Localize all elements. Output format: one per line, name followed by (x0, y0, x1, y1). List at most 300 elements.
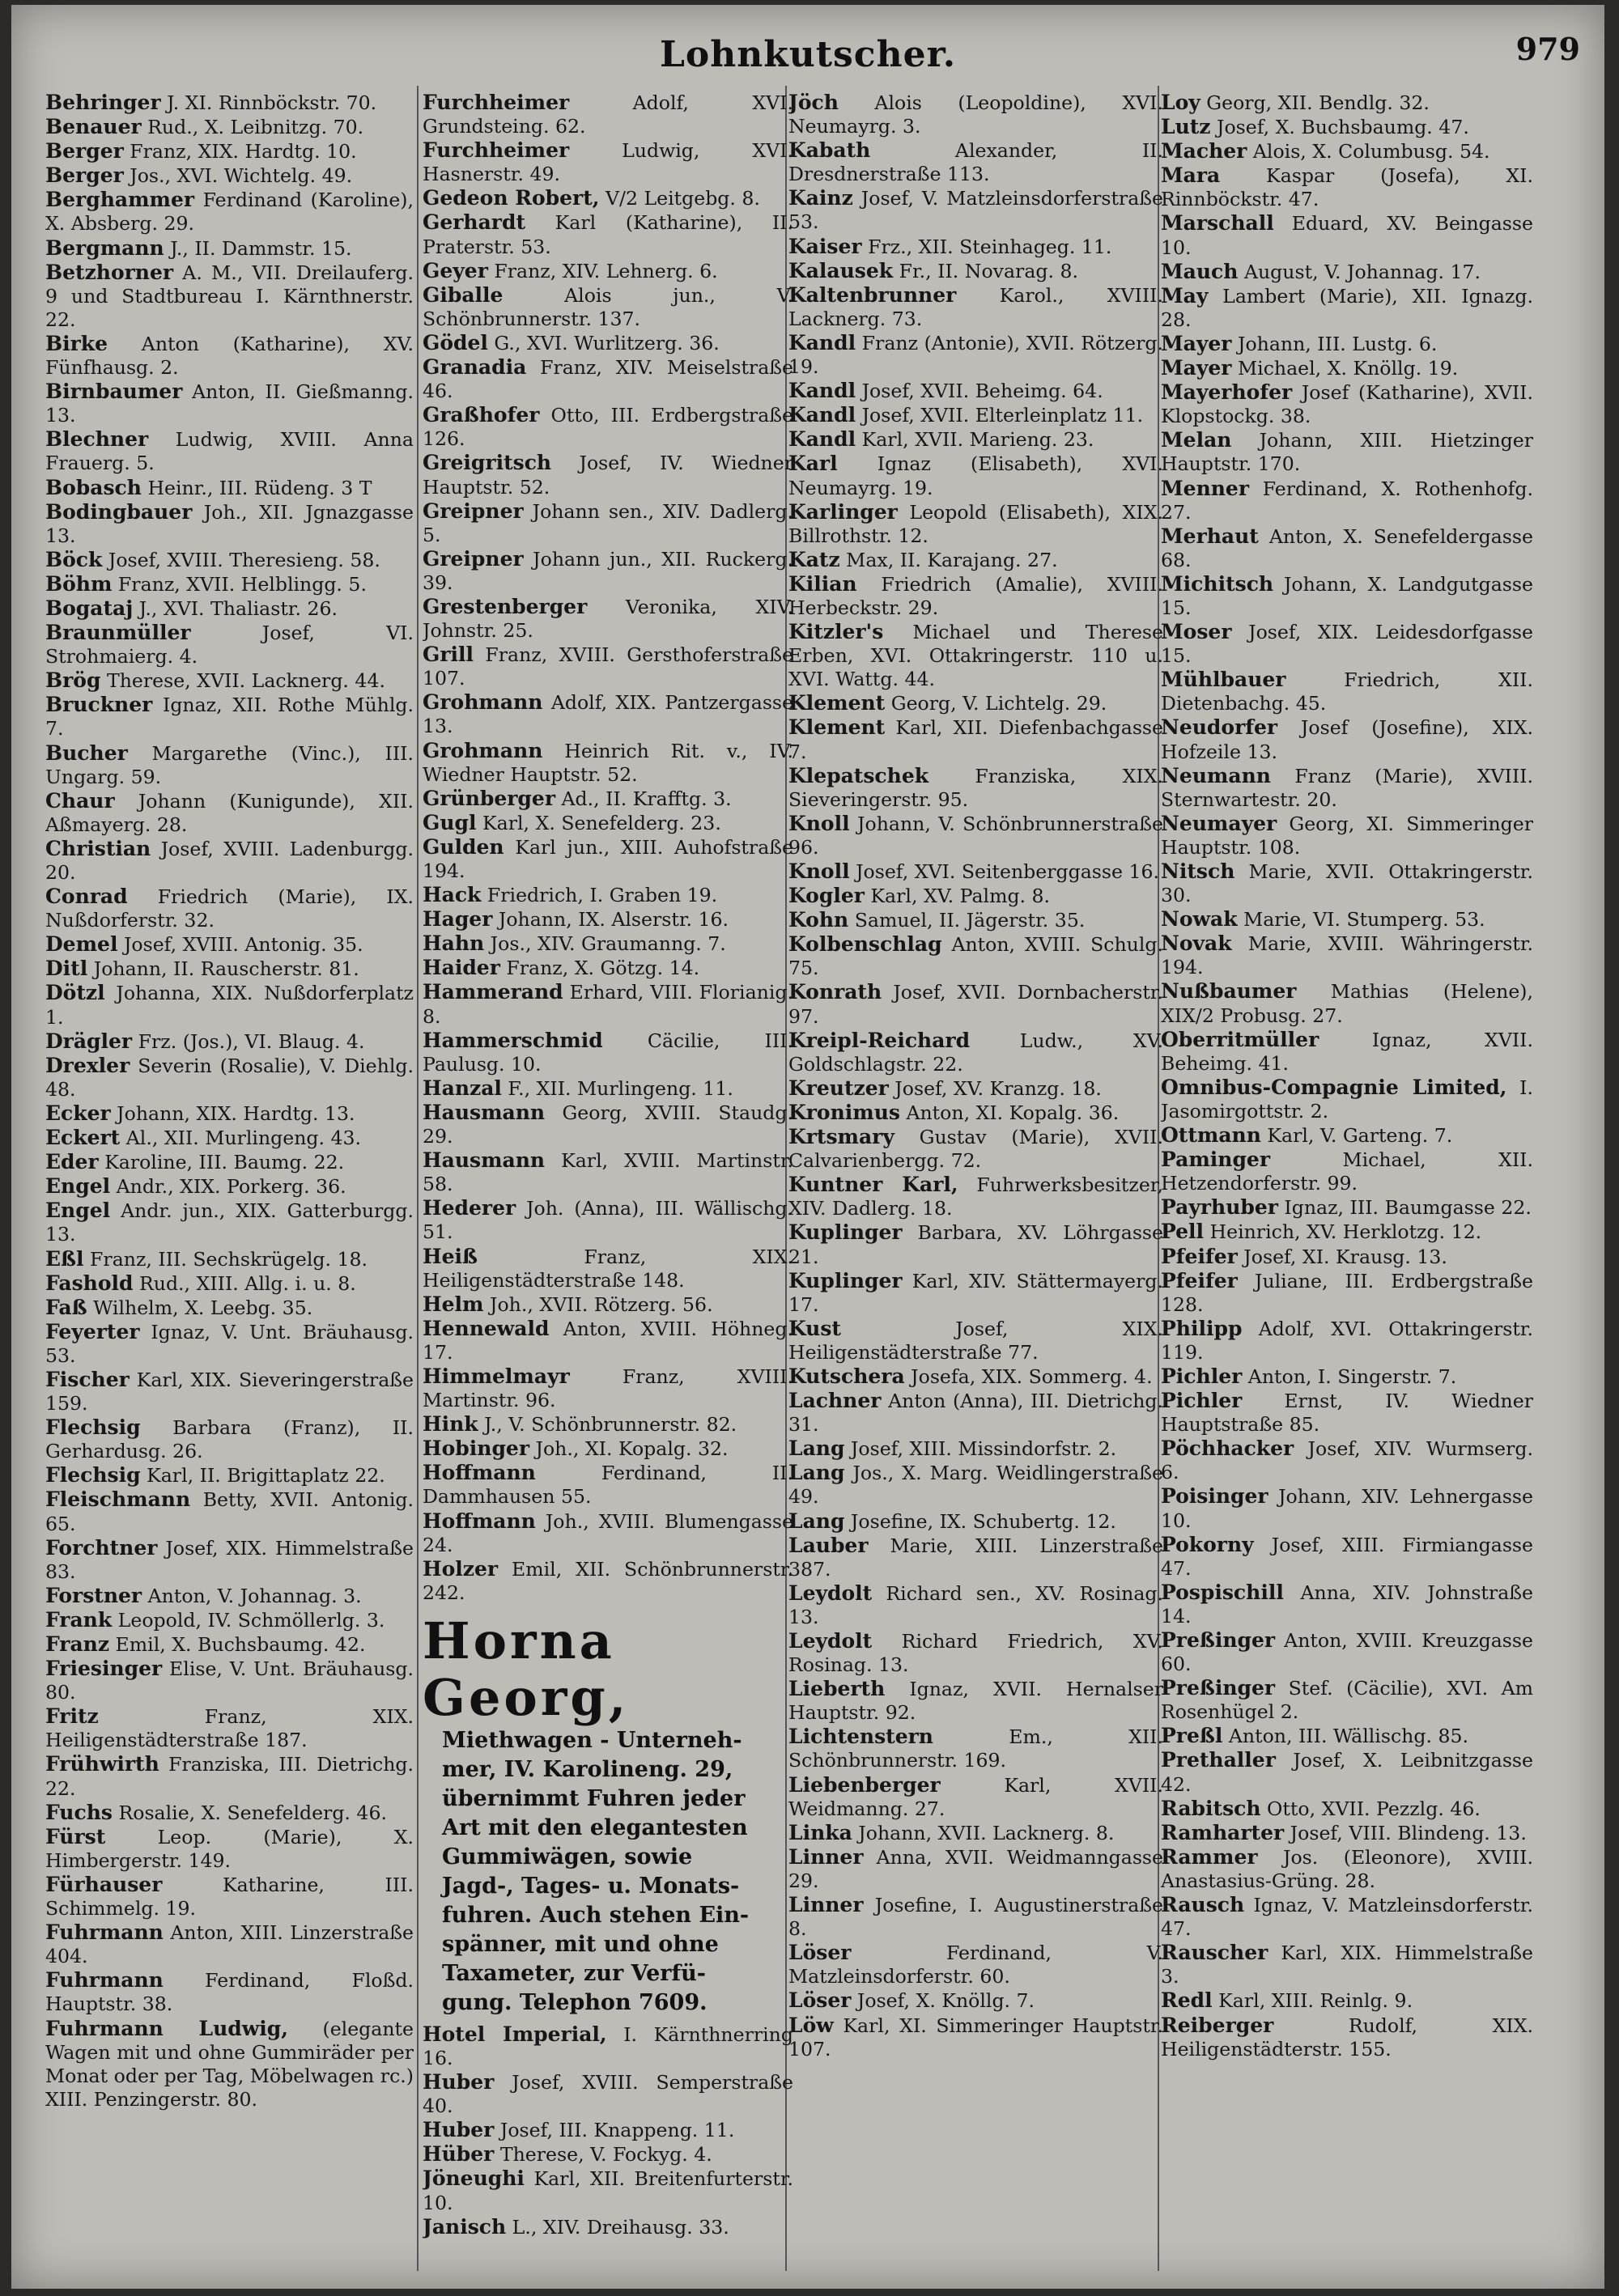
directory-entry (1161, 1533, 1533, 1581)
directory-entry (788, 259, 1163, 283)
directory-entry (45, 1704, 414, 1752)
entry-address: Joh., XI. Kopalg. 32. (529, 1437, 729, 1461)
entry-name: Pokorny (1161, 1532, 1254, 1556)
entry-name: Mayerhofer (1161, 380, 1293, 405)
entry-address: Margarethe (Vinc.), III. Ungarg. 59. (45, 741, 414, 788)
entry-address: Franz (Marie), XVIII. Sternwartestr. 20. (1161, 764, 1533, 811)
entry-address: Johann jun., XII. Ruckerg. 39. (423, 547, 793, 594)
entry-address: Karl, XII. Breitenfurterstr. 10. (423, 2167, 793, 2214)
entry-name: Hink (423, 1412, 478, 1437)
entry-name: Liebenberger (788, 1772, 941, 1797)
entry-address: Josef, VI. Strohmaierg. 4. (45, 622, 414, 668)
entry-address: Ignaz, III. Baumgasse 22. (1277, 1196, 1532, 1220)
entry-name: Berger (45, 139, 124, 163)
entry-name: Mayer (1161, 356, 1232, 380)
entry-name: Nitsch (1161, 859, 1235, 883)
entry-address: Karoline, III. Baumg. 22. (98, 1151, 345, 1174)
directory-entry (45, 885, 414, 932)
directory-entry (45, 500, 414, 548)
directory-entry (788, 1509, 1163, 1534)
entry-address: Anton, I. Singerstr. 7. (1242, 1364, 1457, 1388)
directory-entry (45, 1029, 414, 1054)
entry-name: Kandl (788, 330, 856, 354)
directory-entry (45, 1608, 414, 1632)
entry-address: Franziska, III. Dietrichg. 22. (45, 1753, 414, 1800)
entry-name: Loy (1161, 91, 1200, 114)
entry-name: Marschall (1161, 211, 1274, 236)
entry-name: Oberritmüller (1161, 1027, 1319, 1051)
running-title: Lohnkutscher. (659, 34, 957, 75)
entry-address: Karl, XI. Simmeringer Hauptstr. 107. (788, 2014, 1163, 2060)
entry-address: Ludwig, XVIII. Anna Frauerg. 5. (45, 428, 414, 475)
directory-entry (423, 835, 793, 883)
directory-entry (423, 1245, 793, 1292)
directory-entry (1161, 1269, 1533, 1317)
directory-entry (788, 331, 1163, 379)
directory-entry (1161, 91, 1533, 115)
directory-entry (788, 1269, 1163, 1317)
directory-entry (423, 283, 793, 331)
directory-entry (423, 932, 793, 956)
directory-entry (1161, 1076, 1533, 1123)
directory-entry (1161, 764, 1533, 812)
directory-entry (788, 186, 1163, 234)
directory-entry (1161, 115, 1533, 139)
entry-name: Kolbenschlag (788, 932, 942, 957)
directory-entry (423, 595, 793, 643)
entry-name: Lang (788, 1437, 845, 1461)
entry-address: Lambert (Marie), XII. Ignazg. 28. (1161, 284, 1533, 331)
column-2 (423, 91, 793, 2276)
entry-name: Klement (788, 715, 886, 740)
entry-name: Gerhardt (423, 210, 526, 235)
entry-address: Katharine, III. Schimmelg. 19. (45, 1873, 414, 1920)
entry-name: Gulden (423, 834, 504, 859)
directory-entry (45, 1825, 414, 1873)
ad-line: Miethwagen - Unterneh- (442, 1727, 742, 1753)
directory-entry (45, 1801, 414, 1825)
entry-name: Paminger (1161, 1148, 1271, 1172)
entry-address: Josef, XIX. Heiligenstädterstraße 77. (788, 1317, 1163, 1364)
directory-entry (788, 715, 1163, 763)
entry-name: Forstner (45, 1583, 142, 1607)
entry-name: Fuhrmann (45, 1968, 164, 1993)
entry-address: Joh., XVIII. Blumengasse 24. (423, 1509, 793, 1556)
entry-name: Pfeifer (1161, 1268, 1238, 1292)
directory-entry (423, 1437, 793, 1461)
entry-name: Knoll (788, 859, 850, 883)
entry-address: Josef, X. Buchsbaumg. 47. (1210, 116, 1469, 139)
entry-address: Franz, XIV. Lehnerg. 6. (487, 259, 718, 282)
entry-address: Friedrich, XII. Dietenbachg. 45. (1161, 668, 1533, 715)
entry-name: Neumayer (1161, 811, 1277, 835)
entry-address: Anton, III. Wällischg. 85. (1222, 1725, 1468, 1748)
entry-address: Therese, V. Fockyg. 4. (494, 2143, 712, 2167)
directory-entry (1161, 1389, 1533, 1437)
directory-entry (45, 1873, 414, 1920)
entry-address: Joh. (Anna), III. Wällischg. 51. (423, 1197, 793, 1244)
entry-address: Anton, XI. Kopalg. 36. (899, 1101, 1120, 1124)
entry-name: Preßl (1161, 1724, 1223, 1748)
entry-address: Anton, II. Gießmanng. 13. (45, 380, 414, 427)
directory-entry (1161, 524, 1533, 572)
directory-entry (1161, 812, 1533, 859)
entry-address: Wilhelm, X. Leebg. 35. (87, 1296, 313, 1319)
entry-name: Kuntner Karl, (788, 1173, 958, 1197)
directory-entry (423, 1412, 793, 1437)
entry-name: Kandl (788, 403, 856, 427)
entry-name: Mara (1161, 163, 1221, 188)
entry-name: Melan (1161, 428, 1232, 452)
entry-address: Emil, X. Buchsbaumg. 42. (109, 1633, 366, 1656)
entry-address: V/2 Leitgebg. 8. (599, 187, 760, 210)
entry-address: Marie, XVII. Ottakringerstr. 30. (1161, 860, 1533, 907)
entry-address: Leopold (Elisabeth), XIX. Billrothstr. 12. (788, 500, 1163, 547)
directory-entry (1161, 1941, 1533, 1988)
entry-name: Himmelmayr (423, 1364, 570, 1388)
entry-name: Hager (423, 907, 493, 932)
directory-entry (45, 1368, 414, 1415)
directory-entry (788, 884, 1163, 908)
directory-entry (1161, 1364, 1533, 1389)
directory-entry (45, 837, 414, 885)
entry-name: Behringer (45, 91, 161, 114)
entry-name: Brög (45, 668, 101, 693)
ad-title: Horna Georg, (423, 1611, 630, 1727)
directory-entry (788, 908, 1163, 932)
entry-name: Greigritsch (423, 451, 552, 475)
directory-entry (45, 91, 414, 115)
directory-entry (1161, 332, 1533, 356)
entry-name: Rammer (1161, 1844, 1258, 1869)
entry-name: Benauer (45, 115, 142, 139)
entry-name: Frühwirth (45, 1752, 159, 1776)
entry-address: Jos., XVI. Wichtelg. 49. (123, 164, 353, 188)
ad-line: fuhren. Auch stehen Ein- (442, 1902, 750, 1928)
entry-address: Fr., II. Novarag. 8. (893, 259, 1079, 282)
directory-entry (1161, 715, 1533, 763)
entry-address: Adolf, XVI. Ottakringerstr. 119. (1161, 1317, 1533, 1364)
entry-name: Kalausek (788, 258, 894, 282)
directory-entry (788, 138, 1163, 186)
entry-address: Josef, XI. Krausg. 13. (1237, 1245, 1447, 1268)
entry-name: Furchheimer (423, 138, 570, 163)
entry-name: Faß (45, 1295, 87, 1319)
entry-name: Bodingbauer (45, 499, 193, 524)
directory-entry (45, 596, 414, 621)
entry-address: Michael, X. Knöllg. 19. (1231, 357, 1459, 380)
directory-entry (1161, 1220, 1533, 1244)
directory-entry (1161, 979, 1533, 1027)
entry-name: Mayer (1161, 331, 1232, 355)
entry-address: Anton, XVIII. Höhneg. 17. (423, 1317, 793, 1364)
directory-entry (788, 1389, 1163, 1437)
entry-name: Holzer (423, 1556, 499, 1581)
directory-entry (1161, 356, 1533, 380)
directory-entry (788, 1725, 1163, 1772)
directory-entry (1161, 1845, 1533, 1893)
ad-line: Art mit den elegantesten (442, 1814, 748, 1840)
column-4 (1161, 91, 1533, 2276)
entry-address: Ferdinand, V. Matzleinsdorferstr. 60. (788, 1942, 1163, 1988)
entry-name: Lieberth (788, 1677, 886, 1701)
entry-address: Eduard, XV. Beingasse 10. (1161, 212, 1533, 259)
directory-entry (788, 379, 1163, 403)
entry-name: Hüber (423, 2142, 495, 2167)
directory-entry (788, 1461, 1163, 1509)
directory-entry (45, 1247, 414, 1271)
entry-address: Ignaz (Elisabeth), XVI. Neumayrg. 19. (788, 452, 1163, 499)
entry-name: Konrath (788, 980, 882, 1004)
entry-name: Kabath (788, 138, 871, 163)
directory-entry (423, 210, 793, 258)
directory-entry (1161, 1748, 1533, 1796)
entry-name: Nowak (1161, 907, 1238, 932)
directory-entry (423, 499, 793, 547)
entry-name: Kuplinger (788, 1268, 903, 1292)
entry-address: Ad., II. Krafftg. 3. (555, 787, 732, 810)
entry-address: Johann, XIII. Hietzinger Hauptstr. 170. (1161, 429, 1533, 476)
directory-entry (423, 1317, 793, 1364)
entry-address: Heinr., III. Rüdeng. 3 T (141, 476, 372, 499)
entry-name: Mauch (1161, 259, 1239, 283)
directory-entry (423, 956, 793, 980)
entry-name: Ottmann (1161, 1123, 1261, 1148)
entry-name: Ramharter (1161, 1820, 1285, 1844)
entry-name: Hammerschmid (423, 1028, 603, 1052)
entry-name: Kogler (788, 884, 865, 908)
directory-entry (423, 690, 793, 738)
entry-name: Hoffmann (423, 1509, 536, 1533)
directory-entry (423, 91, 793, 138)
entry-name: Gödel (423, 330, 488, 354)
entry-name: Huber (423, 2070, 495, 2094)
directory-entry (45, 932, 414, 957)
entry-name: Omnibus-Compagnie Limited, (1161, 1075, 1507, 1099)
entry-name: Berghammer (45, 188, 195, 212)
entry-address: Richard sen., XV. Rosinag. 13. (788, 1581, 1163, 1628)
entry-address: Al., XII. Murlingeng. 43. (120, 1127, 362, 1150)
entry-address: Ludw., XV. Goldschlagstr. 22. (788, 1029, 1163, 1076)
entry-name: Payrhuber (1161, 1195, 1278, 1220)
entry-address: Rudolf, XIX. Heiligenstädterstr. 155. (1161, 2014, 1533, 2060)
entry-address: Jos., XIV. Graumanng. 7. (484, 932, 726, 956)
entry-address: Joh., XVII. Rötzerg. 56. (483, 1292, 713, 1316)
directory-entry (1161, 284, 1533, 332)
entry-address: Karl, XIII. Reinlg. 9. (1212, 1989, 1413, 2013)
directory-entry (1161, 211, 1533, 259)
entry-name: Löw (788, 2013, 834, 2037)
directory-entry (1161, 1988, 1533, 2013)
entry-address: Josef, XIX. Leidesdorfgasse 15. (1161, 621, 1533, 668)
directory-entry (1161, 572, 1533, 620)
entry-address: Ludwig, XVI. Hasnerstr. 49. (423, 139, 793, 186)
directory-entry (45, 163, 414, 188)
ad-line: mer, IV. Karolineng. 29, (442, 1756, 733, 1782)
entry-name: Kandl (788, 427, 856, 452)
entry-address: Jos., X. Marg. Weidlingerstraße 49. (788, 1462, 1163, 1509)
entry-name: Klepatschek (788, 763, 929, 787)
entry-address: Friedrich (Marie), IX. Nußdorferstr. 32. (45, 885, 414, 932)
entry-name: Drägler (45, 1029, 133, 1053)
entry-name: Hausmann (423, 1100, 546, 1124)
entry-name: Preßinger (1161, 1676, 1276, 1700)
directory-entry (1161, 477, 1533, 524)
entry-address: Frz., XII. Steinhageg. 11. (861, 235, 1112, 258)
entry-address: Marie, VI. Stumperg. 53. (1237, 908, 1485, 932)
entry-address: Therese, XVII. Lacknerg. 44. (100, 669, 385, 693)
directory-entry (45, 548, 414, 572)
directory-entry (788, 403, 1163, 427)
directory-entry (788, 1437, 1163, 1461)
entry-address: Joh., XII. Jgnazgasse 13. (45, 500, 414, 547)
entry-name: Pichler (1161, 1364, 1243, 1388)
directory-entry (1161, 163, 1533, 211)
entry-address: August, V. Johannag. 17. (1238, 260, 1481, 283)
directory-entry (45, 1150, 414, 1174)
entry-name: Pichler (1161, 1389, 1243, 1413)
entry-name: Lang (788, 1509, 845, 1533)
entry-name: Ecker (45, 1101, 111, 1125)
entry-address: Heinrich Rit. v., IV. Wiedner Hauptstr. 52. (423, 739, 793, 786)
entry-name: Lutz (1161, 115, 1211, 139)
directory-entry (423, 907, 793, 932)
entry-address: Juliane, III. Erdbergstraße 128. (1161, 1269, 1533, 1316)
directory-entry (45, 1536, 414, 1584)
entry-address: Josef (Katharine), XVII. Klopstockg. 38. (1161, 381, 1533, 428)
directory-entry (423, 739, 793, 787)
entry-name: Berger (45, 163, 124, 188)
directory-entry (45, 1968, 414, 2016)
directory-entry (45, 1657, 414, 1704)
entry-address: Samuel, II. Jägerstr. 35. (848, 909, 1086, 932)
directory-entry (1161, 1148, 1533, 1195)
entry-name: Katz (788, 547, 840, 571)
entry-address: Jos. (Eleonore), XVIII. Anastasius-Grüng. 28. (1161, 1845, 1533, 1892)
entry-address: L., XIV. Dreihausg. 33. (506, 2215, 729, 2239)
directory-entry (45, 957, 414, 981)
directory-entry (788, 235, 1163, 259)
entry-name: Birnbaumer (45, 380, 183, 404)
entry-address: Anton, XIII. Linzerstraße 404. (45, 1921, 414, 1968)
entry-address: Johann, XIV. Lehnergasse 10. (1161, 1485, 1533, 1532)
entry-name: Redl (1161, 1988, 1213, 2013)
entry-name: Hoffmann (423, 1461, 536, 1485)
entry-name: Bergmann (45, 236, 164, 260)
entry-name: Grünberger (423, 786, 555, 810)
entry-name: Lauber (788, 1533, 869, 1557)
entry-name: Rauscher (1161, 1941, 1268, 1965)
entry-name: Flechsig (45, 1415, 141, 1440)
directory-entry (1161, 1028, 1533, 1076)
directory-entry (423, 1101, 793, 1148)
entry-name: Bogataj (45, 596, 134, 620)
directory-entry (788, 2014, 1163, 2061)
directory-entry (1161, 260, 1533, 284)
directory-entry (423, 1461, 793, 1509)
entry-address: Max, II. Karajang. 27. (839, 548, 1058, 571)
directory-entry (423, 186, 793, 210)
entry-name: Prethaller (1161, 1748, 1276, 1772)
entry-address: G., XVI. Wurlitzerg. 36. (487, 331, 720, 354)
entry-address: Josef, XV. Kranzg. 18. (888, 1076, 1102, 1100)
column-2-entries (423, 91, 793, 1605)
entry-address: Johann, XVII. Lacknerg. 8. (852, 1821, 1115, 1844)
entry-address: Johann (Kunigunde), XII. Aßmayerg. 28. (45, 789, 414, 836)
entry-address: Ignaz, XVII. Beheimg. 41. (1161, 1028, 1533, 1075)
entry-address: Josef, XVIII. Antonig. 35. (117, 933, 363, 957)
entry-address: Georg, XII. Bendlg. 32. (1200, 91, 1430, 114)
entry-name: Drexler (45, 1053, 130, 1077)
entry-address: Veronika, XIV. Johnstr. 25. (423, 595, 793, 643)
entry-name: Braunmüller (45, 621, 191, 645)
page-header (11, 5, 1604, 75)
entry-name: Kronimus (788, 1100, 900, 1124)
directory-entry (788, 1029, 1163, 1076)
entry-name: Kaltenbrunner (788, 282, 957, 307)
entry-address: Georg, XVIII. Staudg. 29. (423, 1101, 793, 1148)
entry-name: Böhm (45, 571, 113, 596)
entry-name: Kainz (788, 186, 853, 210)
entry-address: Ignaz, XVII. Hernalser Hauptstr. 92. (788, 1678, 1163, 1725)
entry-address: Ferdinand, II. Dammhausen 55. (423, 1462, 793, 1509)
entry-address: Heinrich, XV. Herklotzg. 12. (1204, 1220, 1482, 1244)
directory-entry (788, 91, 1163, 138)
entry-address: Ignaz, V. Unt. Bräuhausg. 53. (45, 1320, 414, 1367)
entry-name: Bucher (45, 741, 128, 765)
entry-name: Kohn (788, 908, 849, 932)
directory-entry (45, 115, 414, 139)
entry-name: Blechner (45, 427, 149, 452)
directory-entry (788, 620, 1163, 691)
directory-entry (1161, 139, 1533, 163)
directory-entry (1161, 380, 1533, 428)
directory-page (11, 5, 1604, 2289)
entry-name: Krtsmary (788, 1125, 894, 1149)
entry-address: Leopold, IV. Schmöllerlg. 3. (112, 1608, 385, 1632)
directory-entry (423, 787, 793, 811)
entry-address: Franz, X. Götzg. 14. (499, 957, 700, 980)
directory-entry (423, 1557, 793, 1605)
entry-address: Karl, XVII. Marieng. 23. (856, 428, 1094, 452)
entry-address: (elegante Wagen mit und ohne Gummiräder per Monat oder per Tag, Möbelwagen rc.) XIII. Penzingerstr. 80. (45, 2017, 414, 2111)
entry-address: Karl jun., XIII. Auhofstraße 194. (423, 835, 793, 882)
entry-address: Karl, XIX. Himmelstraße 3. (1161, 1942, 1533, 1988)
directory-entry (45, 1296, 414, 1320)
entry-name: Karlinger (788, 499, 898, 524)
directory-entry (1161, 1893, 1533, 1941)
entry-address: Richard Friedrich, XV. Rosinag. 13. (788, 1630, 1163, 1677)
entry-address: Franz, XVIII. Gersthoferstraße 107. (423, 643, 793, 690)
entry-name: Demel (45, 932, 118, 957)
directory-entry (1161, 907, 1533, 932)
entry-address: Anton, X. Senefeldergasse 68. (1161, 524, 1533, 571)
entry-name: Lang (788, 1461, 845, 1485)
entry-name: Moser (1161, 620, 1232, 644)
entry-address: Johanna, XIX. Nußdorferplatz 1. (45, 982, 414, 1029)
entry-address: Mathias (Helene), XIX/2 Probusg. 27. (1161, 980, 1533, 1027)
entry-address: Frz. (Jos.), VI. Blaug. 4. (132, 1029, 365, 1053)
directory-entry (1161, 620, 1533, 668)
column-divider (417, 86, 419, 2271)
entry-address: Anton (Katharine), XV. Fünfhausg. 2. (45, 332, 414, 380)
entry-name: Kaiser (788, 234, 862, 258)
directory-entry (788, 1534, 1163, 1581)
entry-address: Ferdinand, X. Rothenhofg. 27. (1161, 477, 1533, 524)
entry-name: Rausch (1161, 1893, 1245, 1917)
entry-name: Giballe (423, 282, 504, 307)
advertisement (423, 1613, 793, 2018)
